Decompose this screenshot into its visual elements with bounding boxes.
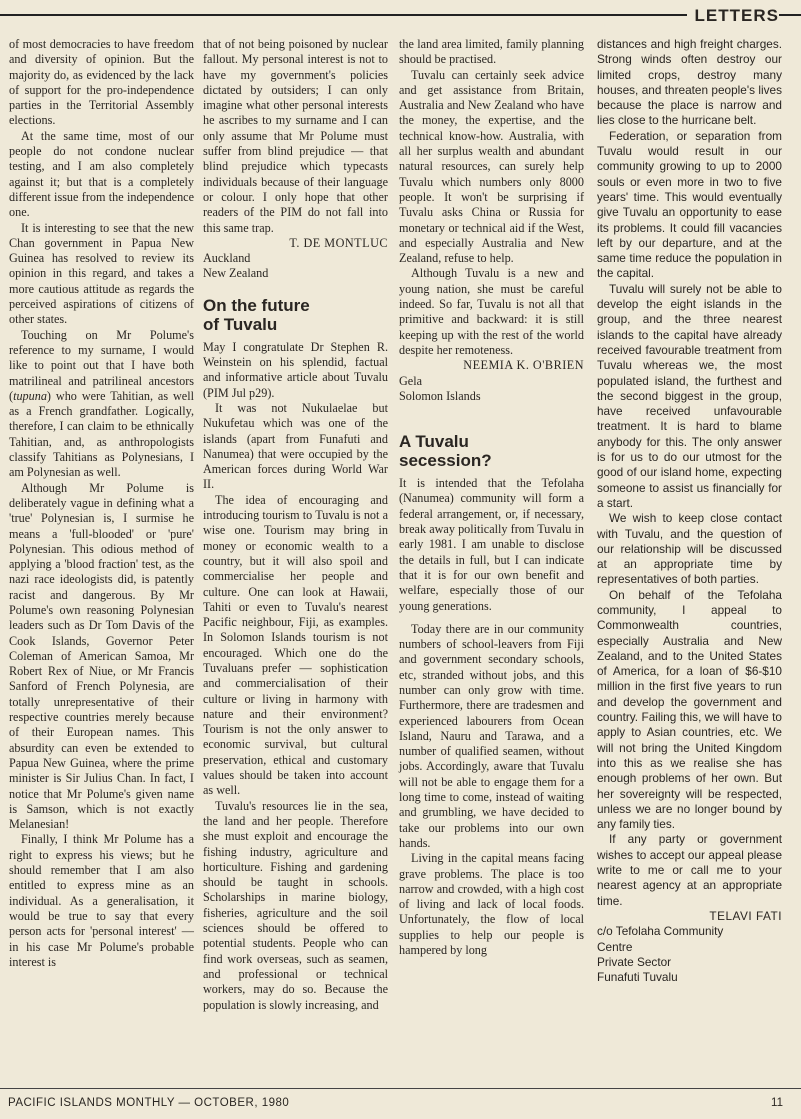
column-2 xyxy=(203,37,388,1013)
headline-line: of Tuvalu xyxy=(203,314,278,334)
section-title: LETTERS xyxy=(687,6,779,26)
column-3 xyxy=(399,37,584,958)
paragraph: Tuvalu can certainly seek advice and get assistance from Britain, Australia and New Zealand who have the money, the expertise, and the technical know-how. Australia, with all her surplus wealth and abundant natural resources, can surely help Tuvalu which numbers only 8000 people. It won't be surprising if Tuvalu asks China or Russia for monetary or technical aid if the West, and especially Australia and New Zealand, refuse to help. xyxy=(399,67,584,266)
paragraph: Tuvalu will surely not be able to develop the eight islands in the group, and the three nearest islands to the capital have already received favourable treatment from Tuvalu whereas we, the most populated island, the furthest and the second biggest in the group, have received unfavourable treatment. It is hard to blame anybody for this. The only answer is for us to do our utmost for the good of our island home, expecting someone to assist us financially for a start. xyxy=(597,281,782,510)
paragraph: On behalf of the Tefolaha community, I appeal to Commonwealth countries, especially Australia and New Zealand, and to the United States of America, for a loan of $6-$10 million in the first five years to run and develop the government and country. Failing this, we will have to apply to Asian countries, etc. We will not bring the United Kingdom into this as we realise she has enough problems of her own. But her sovereignty will be respected, unless we are no longer bound by any family ties. xyxy=(597,587,782,832)
paragraph: distances and high freight charges. Strong winds often destroy our limited crops, destroy many houses, and threaten people's lives because the place is narrow and lies close to the hurricane belt. xyxy=(597,37,782,128)
signature-address: New Zealand xyxy=(203,266,269,281)
paragraph: The idea of encouraging and introducing tourism to Tuvalu is not a wise one. Tourism may bring in money or economic wealth to a country, but it will also spoil and commercialise her people and culture. One can look at Hawaii, Tahiti or even to Tuvalu's nearest Pacific neighbour, Fiji, as examples. In Solomon Islands tourism is not encouraged. Which one do the Tuvaluans prefer — sophistication and commercialisation of their culture or living in harmony with nature and their environment? Tourism is not the only answer to economic survival, but cultural preservation, ethical and customary values should be taken into account as well. xyxy=(203,492,388,798)
paragraph: Today there are in our community numbers of school-leavers from Fiji and government secondary schools, etc, stranded without jobs, and this number can only grow with time. Furthermore, there are tradesmen and experienced labourers from Ocean Island, Nauru and Tarawa, and a number of qualified seamen, without jobs. Accordingly, aware that Tuvalu will not be able to engage them for a long time to come, instead of waiting and grumbling, we have decided to take our problems into our own hands. xyxy=(399,621,584,850)
paragraph: We wish to keep close contact with Tuvalu, and the question of our relationship will be discussed at an appropriate time by representatives of both parties. xyxy=(597,511,782,587)
footer-rule xyxy=(0,1088,801,1089)
paragraph: the land area limited, family planning should be practised. xyxy=(399,37,584,67)
paragraph: If any party or government wishes to accept our appeal please write to me or call me to your nearest agency at an appropriate time. xyxy=(597,832,782,908)
paragraph: of most democracies to have freedom and diversity of opinion. But the majority do, as evidenced by the lack of support for the pro-independence parties in the Territorial Assembly elections. xyxy=(9,37,194,128)
paragraph: that of not being poisoned by nuclear fallout. My personal interest is not to have my government's policies dictated by outsiders; I can only imagine what other personal interests he ascribes to my surname and I can only assume that Mr Polume must suffer from blind prejudice — that blind prejudice which typecasts individuals because of their language or colour. I only hope that other readers of the PIM do not fall into this same trap. xyxy=(203,37,388,235)
paragraph: Although Mr Polume is deliberately vague in defining what a 'true' Polynesian is, I surmise he means a 'full-blooded' or 'pure' Polynesian. This odious method of applying a 'blood fraction' test, as the nazi race ideologists did, is patently racist and dangerous. By Mr Polume's own reasoning Polynesian leaders such as Dr Tom Davis of the Cook Islands, Governor Peter Coleman of American Samoa, Mr Robert Rex of Niue, or Mr Francis Sanford of French Polynesia, are totally unrepresentative of their respective countries merely because of their European names. This absurdity can even be extended to Papua New Guinea, where the prime minister is Sir Julius Chan. In fact, I notice that Mr Polume's given name is Samson, which is not exactly Melanesian! xyxy=(9,480,194,832)
signature-address: Funafuti Tuvalu xyxy=(597,970,678,985)
signature-address: Auckland xyxy=(203,251,251,266)
letter-signature: T. DE MONTLUC xyxy=(289,235,388,250)
paragraph-text: Touching on Mr Polume's reference to my surname, I would like to point out that I have both matrilineal and patrilineal ancestors ( xyxy=(9,327,194,403)
paragraph xyxy=(9,328,194,481)
column-1 xyxy=(9,37,194,970)
paragraph-text: ) who were Tahitian, as well as a French grandfather. Logically, therefore, I can claim to be ethnically Tahitian, and, as anthropologists classify Tahitians as Polynesians, I am Polynesian as well. xyxy=(9,388,194,480)
headline-line: A Tuvalu xyxy=(399,432,469,452)
letter-signature: NEEMIA K. O'BRIEN xyxy=(463,358,584,373)
signature-address: c/o Tefolaha Community xyxy=(597,924,724,939)
headline-line: On the future xyxy=(203,295,310,315)
letter-headline xyxy=(399,432,584,470)
paragraph: Tuvalu's resources lie in the sea, the land and her people. Therefore she must exploit and encourage the fishing industry, agriculture and horticulture. Fishing and gardening should be taught in schools. Scholarships in marine biology, fisheries, agriculture and the soil sciences should be offered to potential students. People who can find work overseas, such as seamen, and professional or technical workers, may do so. Because the population is slowly increasing, and xyxy=(203,798,388,1012)
signature-address: Centre xyxy=(597,939,633,954)
signature-address: Gela xyxy=(399,373,423,388)
signature-address: Private Sector xyxy=(597,954,672,969)
publication-footer: PACIFIC ISLANDS MONTHLY — OCTOBER, 1980 xyxy=(8,1097,290,1109)
signature-address: Solomon Islands xyxy=(399,388,481,403)
paragraph: Finally, I think Mr Polume has a right to express his views; but he should remember that I am also entitled to express mine as an individual. As a generalisation, it would be true to say that every person acts for 'personal interest' — in his case Mr Polume's probable interest is xyxy=(9,832,194,969)
paragraph: Although Tuvalu is a new and young nation, she must be careful indeed. So far, Tuvalu is not all that primitive and backward: it is still keeping up with the rest of the world despite her remoteness. xyxy=(399,266,584,357)
column-4 xyxy=(597,37,782,985)
headline-line: secession? xyxy=(399,451,492,471)
letter-signature: TELAVI FATI xyxy=(709,908,782,923)
paragraph: Federation, or separation from Tuvalu would result in our community growing to up to 2000 souls or even more in two to five years' time. This would eventually give Tuvalu an opportunity to ease its problems. It could fill vacancies left by our departure, and at the same time reduce the population in the capital. xyxy=(597,128,782,281)
page-number: 11 xyxy=(771,1097,783,1109)
header-rule xyxy=(0,14,801,16)
paragraph: May I congratulate Dr Stephen R. Weinstein on his splendid, factual and informative article about Tuvalu (PIM Jul p29). xyxy=(203,339,388,400)
paragraph: It is interesting to see that the new Chan government in Papua New Guinea has resolved to review its opinion in this regard, and takes a more cautious attitude as regards the perceived aspirations of citizens of other states. xyxy=(9,220,194,327)
italic-term: tupuna xyxy=(13,388,47,403)
paragraph: Living in the capital means facing grave problems. The place is too narrow and crowded, with a high cost of living and lack of local foods. Unfortunately, the flow of local supplies to help our people is hampered by long xyxy=(399,851,584,958)
paragraph: At the same time, most of our people do not condone nuclear testing, and I am also completely against it; but that is a completely different issue from the independence one. xyxy=(9,128,194,220)
paragraph: It is intended that the Tefolaha (Nanumea) community will form a federal arrangement, or, if necessary, break away politically from Tuvalu in early 1981. I am unable to disclose the details in full, but I can indicate that it is for our own benefit and welfare, especially those of our young generations. xyxy=(399,476,584,613)
paragraph: It was not Nukulaelae but Nukufetau which was one of the islands (apart from Funafuti and Nanumea) that were occupied by the American forces during World War II. xyxy=(203,400,388,492)
letter-headline xyxy=(203,296,388,334)
